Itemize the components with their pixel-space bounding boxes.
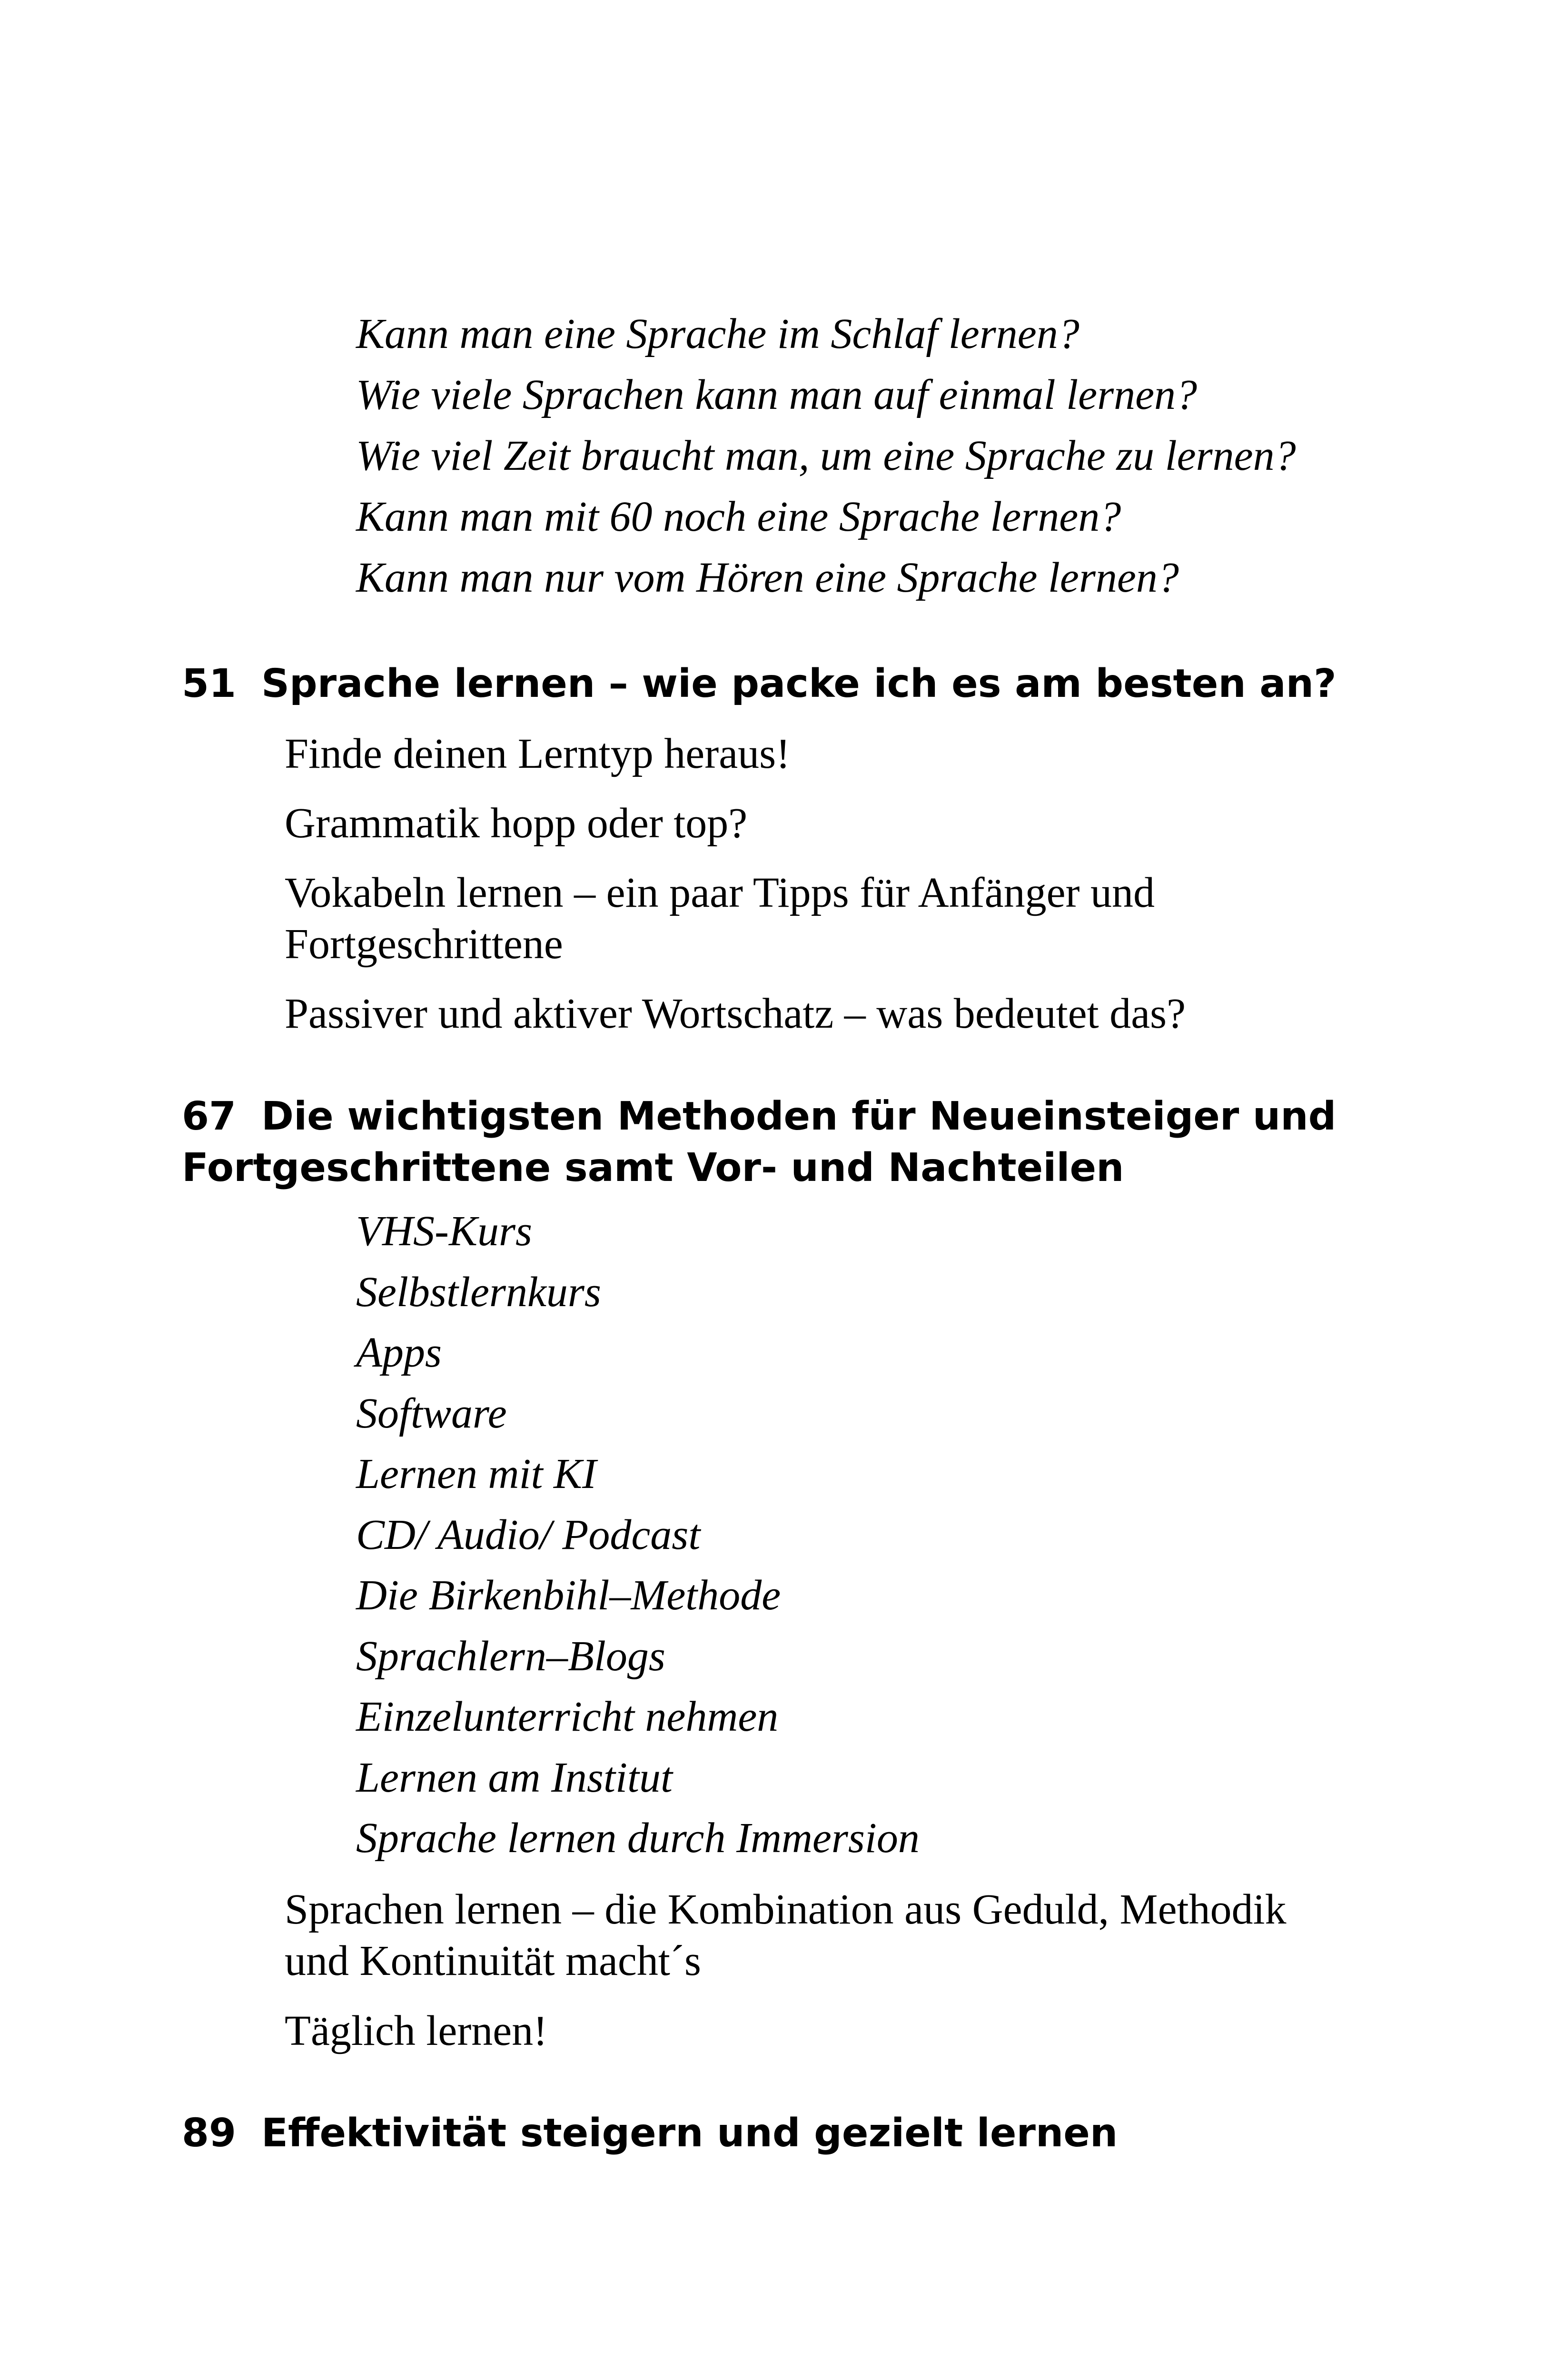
toc-entry xyxy=(0,728,1555,780)
toc-subentry: Wie viel Zeit braucht man, um eine Sprache zu lernen? xyxy=(356,432,1296,479)
toc-entry-line: Passiver und aktiver Wortschatz – was bedeutet das? xyxy=(285,990,1186,1037)
table-of-contents xyxy=(0,308,1555,2159)
chapter-page-number: 67 xyxy=(182,1094,237,1139)
toc-subentry: Wie viele Sprachen kann man auf einmal lernen? xyxy=(356,371,1198,418)
toc-subentry: Apps xyxy=(356,1329,442,1376)
toc-subentry: Einzelunterricht nehmen xyxy=(356,1693,779,1740)
toc-subentry: Sprachlern–Blogs xyxy=(356,1632,665,1680)
toc-subentry: Sprache lernen durch Immersion xyxy=(356,1815,920,1862)
toc-subentry: Kann man eine Sprache im Schlaf lernen? xyxy=(356,310,1080,357)
chapter-heading xyxy=(0,1091,1555,1194)
chapter-heading xyxy=(0,2108,1555,2159)
toc-subentry: VHS-Kurs xyxy=(356,1208,533,1255)
toc-subentry: Selbstlernkurs xyxy=(356,1268,601,1316)
chapter-title-line: Die wichtigsten Methoden für Neueinsteiger und xyxy=(261,1094,1337,1139)
toc-entry-line: Vokabeln lernen – ein paar Tipps für Anfänger und xyxy=(285,869,1155,916)
chapter-heading xyxy=(0,658,1555,710)
toc-subentry: Lernen am Institut xyxy=(356,1754,673,1801)
chapter-title-line: Fortgeschrittene samt Vor- und Nachteilen xyxy=(182,1145,1124,1190)
chapter-heading-line xyxy=(182,658,1555,710)
toc-entry-line: Täglich lernen! xyxy=(285,2007,548,2054)
toc-entry xyxy=(0,1884,1555,1987)
toc-chapter xyxy=(0,658,1555,1040)
toc-entry-line: Sprachen lernen – die Kombination aus Geduld, Methodik xyxy=(285,1886,1287,1933)
chapter-page-number: 89 xyxy=(182,2111,237,2156)
toc-subentry: Kann man nur vom Hören eine Sprache lernen? xyxy=(356,554,1179,601)
chapter-title-line: Effektivität steigern und gezielt lernen xyxy=(261,2111,1118,2156)
chapter-heading-line xyxy=(182,1142,1555,1194)
chapter-page-number: 51 xyxy=(182,661,237,706)
toc-subentry: Die Birkenbihl–Methode xyxy=(356,1572,781,1619)
toc-entry-line: Grammatik hopp oder top? xyxy=(285,800,748,847)
toc-subentry: Software xyxy=(356,1389,507,1437)
chapter-heading-line xyxy=(182,2108,1555,2159)
toc-entry-line: und Kontinuität macht´s xyxy=(285,1937,701,1984)
toc-entry xyxy=(0,988,1555,1040)
chapter-heading-line xyxy=(182,1091,1555,1142)
toc-entry xyxy=(0,867,1555,970)
chapter-title-line: Sprache lernen – wie packe ich es am besten an? xyxy=(261,661,1337,706)
toc-entry-line: Fortgeschrittene xyxy=(285,921,563,968)
toc-chapter xyxy=(0,1091,1555,2057)
toc-entry xyxy=(0,798,1555,849)
toc-subentry: CD/ Audio/ Podcast xyxy=(356,1511,701,1558)
toc-subentry: Lernen mit KI xyxy=(356,1450,596,1497)
toc-entry xyxy=(0,2005,1555,2057)
toc-entry-line: Finde deinen Lerntyp heraus! xyxy=(285,730,791,777)
toc-subentry: Kann man mit 60 noch eine Sprache lernen? xyxy=(356,493,1121,540)
toc-chapter xyxy=(0,2108,1555,2159)
